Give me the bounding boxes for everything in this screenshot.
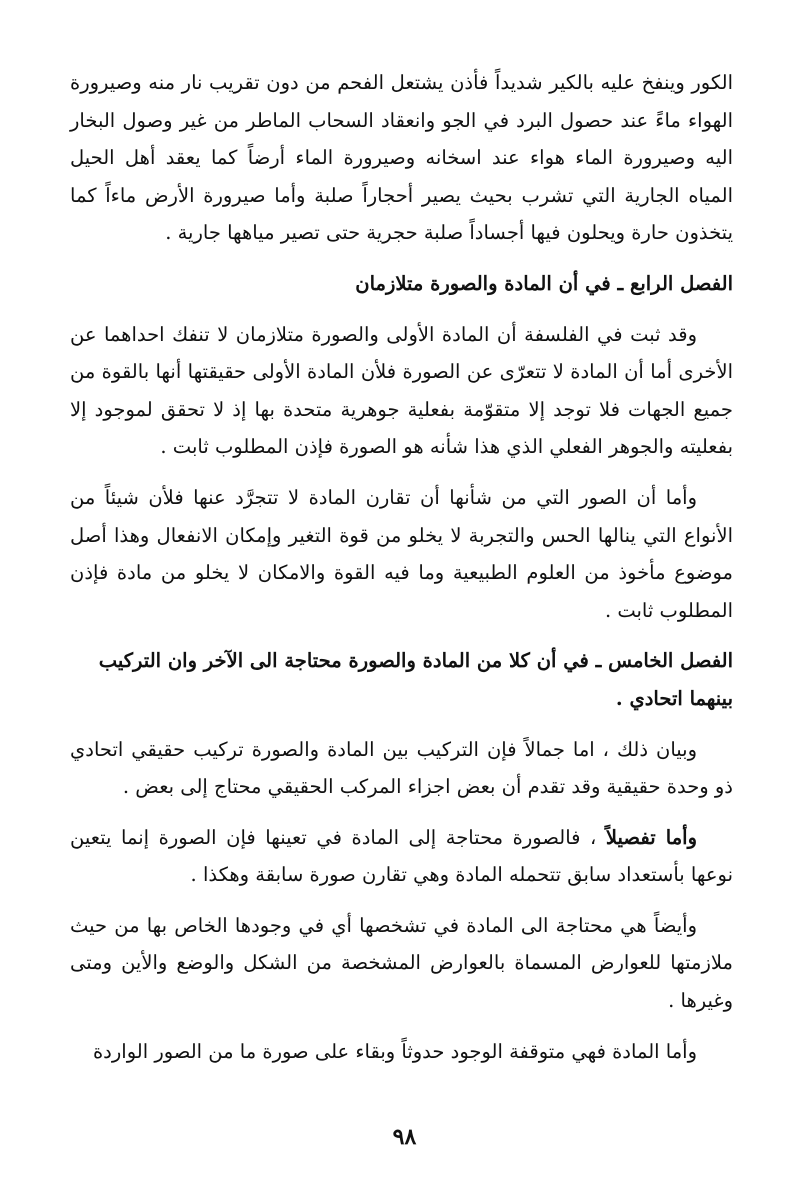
- page-number: ٩٨: [392, 1124, 417, 1150]
- body-paragraph: وأيضاً هي محتاجة الى المادة في تشخصها أي في وجودها الخاص بها من حيث ملازمتها للعوارض المسماة بالعوارض المشخصة من الشكل والوضع والأين ومتى وغيرها .: [70, 913, 733, 1013]
- body-paragraph: وبيان ذلك ، اما جمالاً فإن التركيب بين المادة والصورة تركيب حقيقي اتحادي ذو وحدة حقيقية وقد تقدم أن بعض اجزاء المركب الحقيقي محتاج إلى بعض .: [70, 737, 733, 799]
- paragraph-text: ، فالصورة محتاجة إلى المادة في تعينها فإن الصورة إنما يتعين نوعها بأستعداد سابق تتحمله المادة وهي تقارن صورة سابقة وهكذا .: [70, 825, 733, 887]
- body-paragraph: وأما أن الصور التي من شأنها أن تقارن المادة لا تتجرَّد عنها فلأن شيئاً من الأنواع التي ينالها الحس والتجربة لا يخلو من قوة التغير وإمكان الانفعال وهذا أصل موضوع مأخوذ من العلوم الطبيعية وما فيه القوة والامكان لا يخلو من مادة فإذن المطلوب ثابت .: [70, 485, 733, 622]
- section-heading-chapter-5: الفصل الخامس ـ في أن كلا من المادة والصورة محتاجة الى الآخر وان التركيب بينهما اتحادي .: [98, 649, 733, 710]
- body-paragraph: [70, 819, 733, 894]
- body-paragraph: وأما المادة فهي متوقفة الوجود حدوثاً وبقاء على صورة ما من الصور الواردة: [92, 1039, 697, 1063]
- body-paragraph: الكور وينفخ عليه بالكير شديداً فأذن يشتعل الفحم من دون تقريب نار منه وصيرورة الهواء ماءً عند حصول البرد في الجو وانعقاد السحاب الماطر من غير وصول البخار اليه وصيرورة الماء هواء عند اسخانه وصيرورة الماء أرضاً كما يعقد أهل الحيل المياه الجارية التي تشرب بحيث يصير أحجاراً صلبة وأما صيرورة الأرض ماءاً كما يتخذون حارة ويحلون فيها أجساداً صلبة حجرية حتى تصير مياهها جارية .: [70, 71, 733, 245]
- bold-lead-phrase: وأما تفصيلاً: [605, 825, 697, 849]
- body-paragraph: وقد ثبت في الفلسفة أن المادة الأولى والصورة متلازمان لا تنفك احداهما عن الأخرى أما أن المادة لا تتعرّى عن الصورة فلأن المادة الأولى حقيقتها أنها بالقوة من جميع الجهات فلا توجد إلا متقوّمة بفعلية جوهرية متحدة بها إذ لا تحقق لموجود إلا بفعليته والجوهر الفعلي الذي هذا شأنه هو الصورة فإذن المطلوب ثابت .: [70, 322, 733, 459]
- section-heading-chapter-4: الفصل الرابع ـ في أن المادة والصورة متلازمان: [355, 271, 733, 295]
